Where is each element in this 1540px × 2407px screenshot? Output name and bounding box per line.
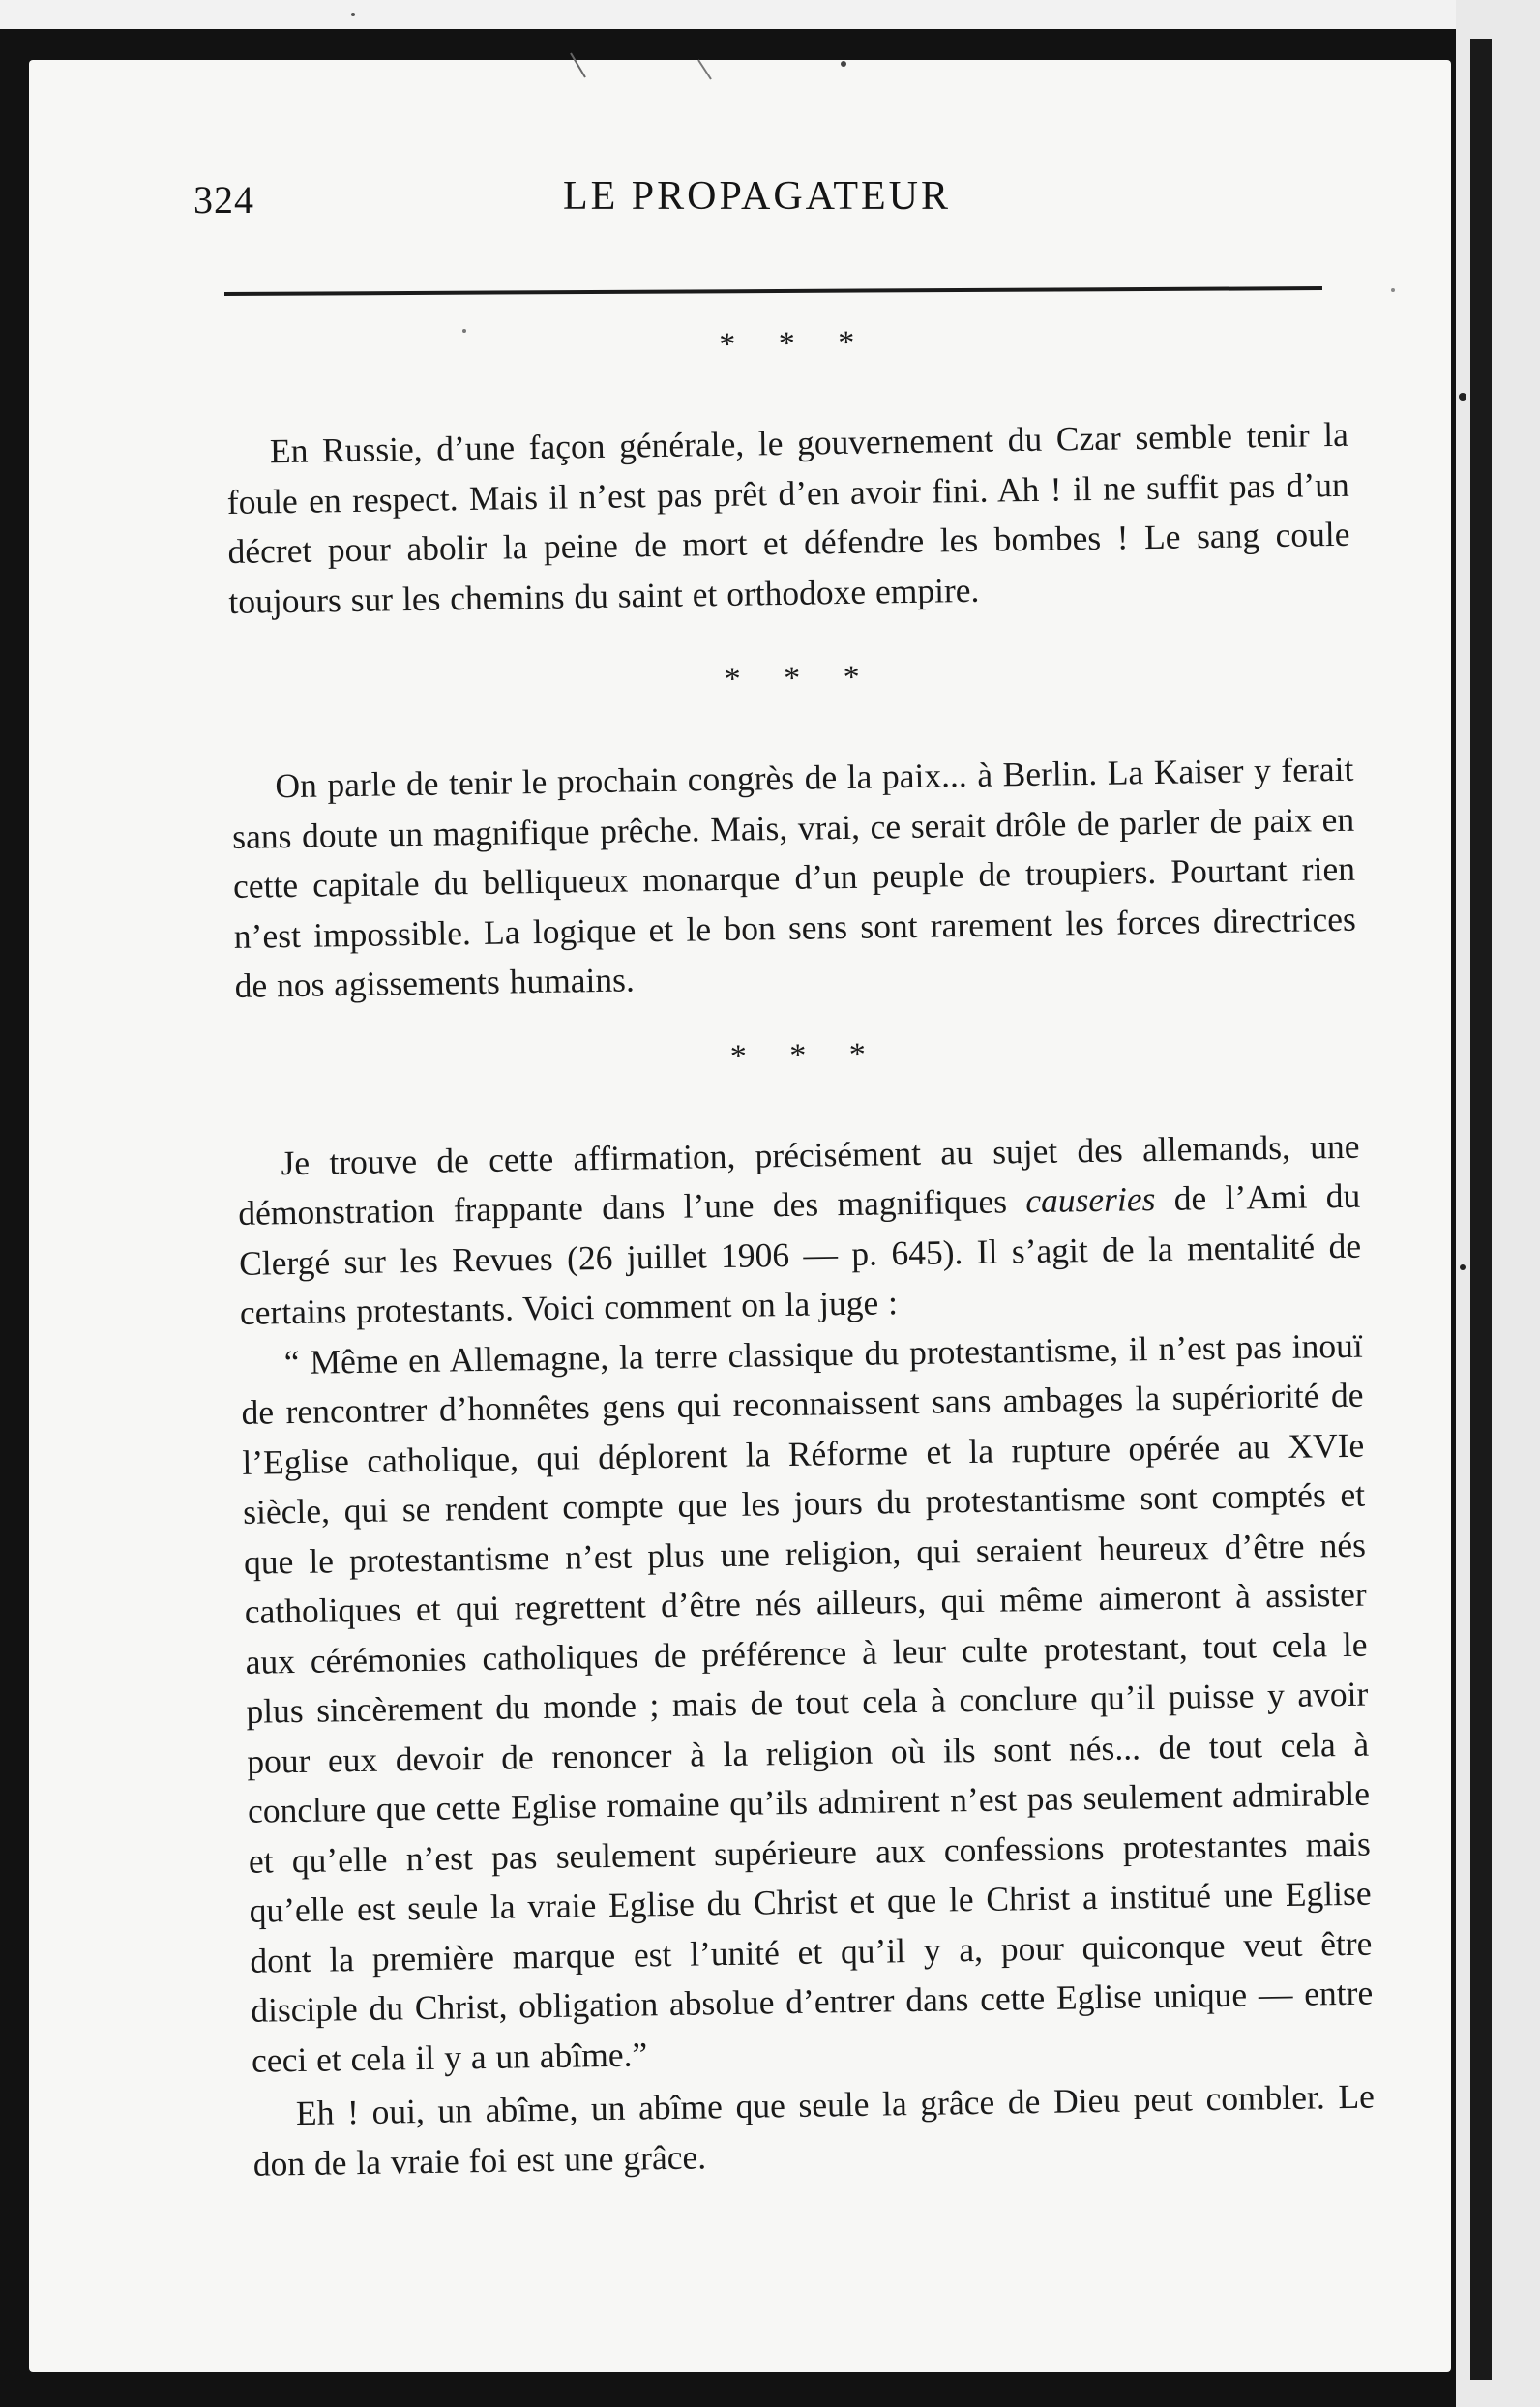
paragraph-russia: En Russie, d’une façon générale, le gouvernement du Czar semble tenir la foule en respect. Mais il n’est pas prêt d’en avoir fini. Ah ! il ne suffit pas d’un décret pour abolir la peine de mort et défendre les bombes ! Le sang coule toujours sur les chemins du saint et orthodoxe empire. (226, 414, 1350, 621)
section-separator: * * * (724, 659, 878, 698)
section-separator: * * * (719, 324, 873, 363)
intro-text-before: Je trouve de cette affirmation, précisément au sujet des allemands, une démonstration frappante dans l’une des magnifiques (238, 1126, 1360, 1233)
intro-italic-causeries: causeries (1024, 1178, 1156, 1221)
section-separator: * * * (729, 1035, 884, 1075)
page-number: 324 (193, 178, 254, 222)
intro-text-after: de l’Ami du Clergé sur les Revues (26 juillet 1906 — p. 645). Il s’agit de la mentalité de certains protestants. Voici comment on la juge : (238, 1175, 1362, 1332)
quotation-paragraph: “ Même en Allemagne, la terre classique du protestantisme, il n’est pas inouï de rencontrer d’honnêtes gens qui reconnaissent sans ambages la supériorité de l’Eglise catholique, qui déplorent la Réforme et la rupture opérée au XVIe siècle, qui se rendent compte que les jours du protestantisme sont comptés et que le protestantisme n’est plus une religion, qui seraient heureux d’être nés catholiques et qui regrettent d’être nés ailleurs, qui même aimeront à assister aux cérémonies catholiques de préférence à leur culte protestant, tout cela le plus sincèrement du monde ; mais de tout cela à conclure qu’il puisse y avoir pour eux devoir de renoncer à la religion où ils sont nés... de tout cela à conclure que cette Eglise romaine qu’ils admirent n’est pas seulement admirable et qu’elle n’est pas seulement supérieure aux confessions protestantes mais qu’elle est seule la vraie Eglise du Christ et que le Christ a institué une Eglise dont la première marque est l’unité et qu’il y a, pour quiconque veut être disciple du Christ, obligation absolue d’entrer dans cette Eglise unique — entre ceci et cela il y a un abîme.” (241, 1325, 1374, 2080)
running-title: LE PROPAGATEUR (562, 174, 951, 219)
paragraph-closing: Eh ! oui, un abîme, un abîme que seule la grâce de Dieu peut combler. Le don de la vraie foi est une grâce. (252, 2076, 1376, 2184)
paragraph-berlin: On parle de tenir le prochain congrès de la paix... à Berlin. La Kaiser y ferait sans doute un magnifique prêche. Mais, vrai, ce serait drôle de parler de paix en cette capitale du belliqueux monarque d’un peuple de troupiers. Pourtant rien n’est impossible. La logique et le bon sens sont rarement les forces directrices de nos agissements humains. (231, 749, 1357, 1005)
